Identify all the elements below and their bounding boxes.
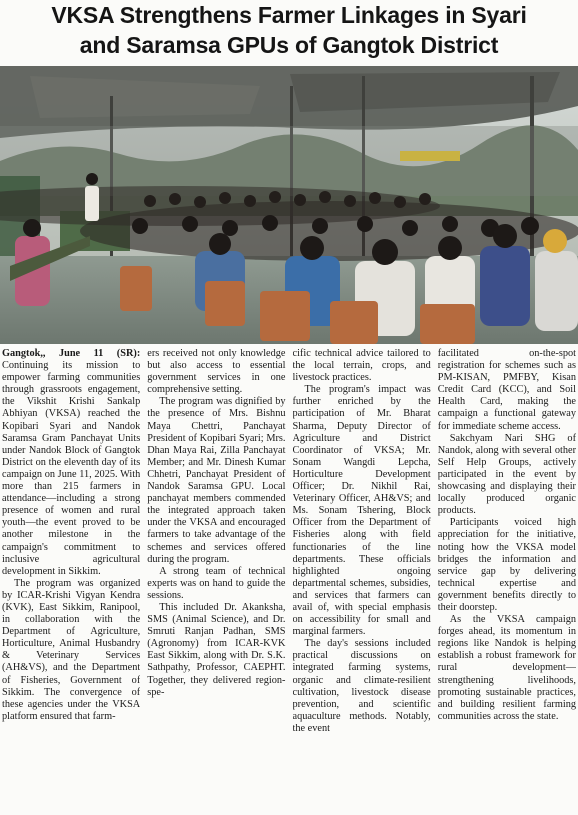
column-3: [293, 348, 431, 815]
paragraph: cific technical advice tailored to the local terrain, crops, and livestock practices.: [292, 348, 431, 384]
column-4: [438, 348, 576, 815]
paragraph: facilitated on-the-spot registration for schemes such as PM-KISAN, PMFBY, Kisan Credit Card (KCC), and Soil Health Card, making the campaign a functional gateway for immediate scheme access.: [437, 348, 576, 432]
paragraph: Sakchyam Nari SHG of Nandok, along with several other Self Help Groups, actively participated in the event by showcasing and displaying their locally produced organic products.: [437, 432, 576, 517]
headline: [0, 0, 578, 66]
column-1: [2, 348, 140, 815]
paragraph: Participants voiced high appreciation for the initiative, noting how the VKSA model bridges the information and service gap by delivering technical expertise and government benefits directly to their doorstep.: [437, 517, 576, 613]
paragraph: A strong team of technical experts was on hand to guide the sessions.: [147, 565, 286, 601]
paragraph: [2, 348, 140, 578]
paragraph: The program was dignified by the presence of Mrs. Bishnu Maya Chettri, Panchayat President of Kopibari Syari; Mrs. Dhan Maya Rai, Zilla Panchayat Member; and Mr. Dinesh Kumar Chhetri, Panchayat President of Nandok Saramsa GPU. Local panchayat members commended the integrated approach taken under the VKSA and encouraged farmers to take advantage of the schemes and services offered during the program.: [147, 396, 286, 565]
event-photo: [0, 66, 578, 344]
paragraph: The day's sessions included practical discussions on integrated farming systems, organic and climate-resilient cultivation, livestock disease prevention, and scientific aquaculture methods. Notably, the event: [292, 638, 431, 734]
event-photo-icon: [0, 66, 578, 344]
headline-line-1: VKSA Strengthens Farmer Linkages in Syari: [51, 2, 527, 28]
paragraph: As the VKSA campaign forges ahead, its momentum in regions like Nandok is helping establish a robust framework for rural development—strengthening livelihoods, promoting sustainable practices, and building resilient farming communities across the state.: [437, 614, 576, 722]
paragraph: The program was organized by ICAR-Krishi Vigyan Kendra (KVK), East Sikkim, Ranipool, in collaboration with the Department of Agriculture, Horticulture, Animal Husbandry & Veterinary Services (AH&VS), and the Department of Fisheries, Government of Sikkim. The convergence of these agencies under the VKSA platform ensured that farm-: [2, 577, 141, 722]
column-2: [147, 348, 285, 815]
dateline: Gangtok,, June 11 (SR):: [2, 348, 141, 359]
paragraph: The program's impact was further enriched by the participation of Mr. Bharat Sharma, Deputy Director of Agriculture and District Coordinator of VKSA; Mr. Sonam Wangdi Lepcha, Horticulture Development Officer; Dr. Nikhil Rai, Veterinary Officer, AH&VS; and Ms. Sonam Tshering, Block Officer from the Department of Fisheries along with field functionaries of the line departments. These officials highlighted ongoing departmental schemes, subsidies, and services that farmers can avail of, with special emphasis on accessibility for small and marginal farmers.: [292, 384, 431, 638]
headline-line-2: and Saramsa GPUs of Gangtok District: [79, 32, 499, 58]
article-body: [0, 348, 578, 815]
paragraph-text: Continuing its mission to empower farming communities through grassroots engagement, the Vikshit Krishi Sankalp Abhiyan (VKSA) reached the Kopibari Syari and Nandok Saramsa Gram Panchayat Units under Nandok Block of Gangtok District on the eleventh day of its campaign on June 11, 2025. With more than 215 farmers in attendance—including a strong presence of women and rural youth—the event proved to be another milestone in the campaign's commitment to inclusive agricultural development in Sikkim.: [2, 360, 141, 577]
paragraph: This included Dr. Akanksha, SMS (Animal Science), and Dr. Smruti Ranjan Padhan, SMS (Agronomy) from ICAR-KVK East Sikkim, along with Dr. S.K. Sathpathy, Professor, CAEPHT. Together, they delivered region-spe-: [147, 601, 286, 698]
paragraph: ers received not only knowledge but also access to essential government services in one comprehensive setting.: [147, 348, 286, 396]
